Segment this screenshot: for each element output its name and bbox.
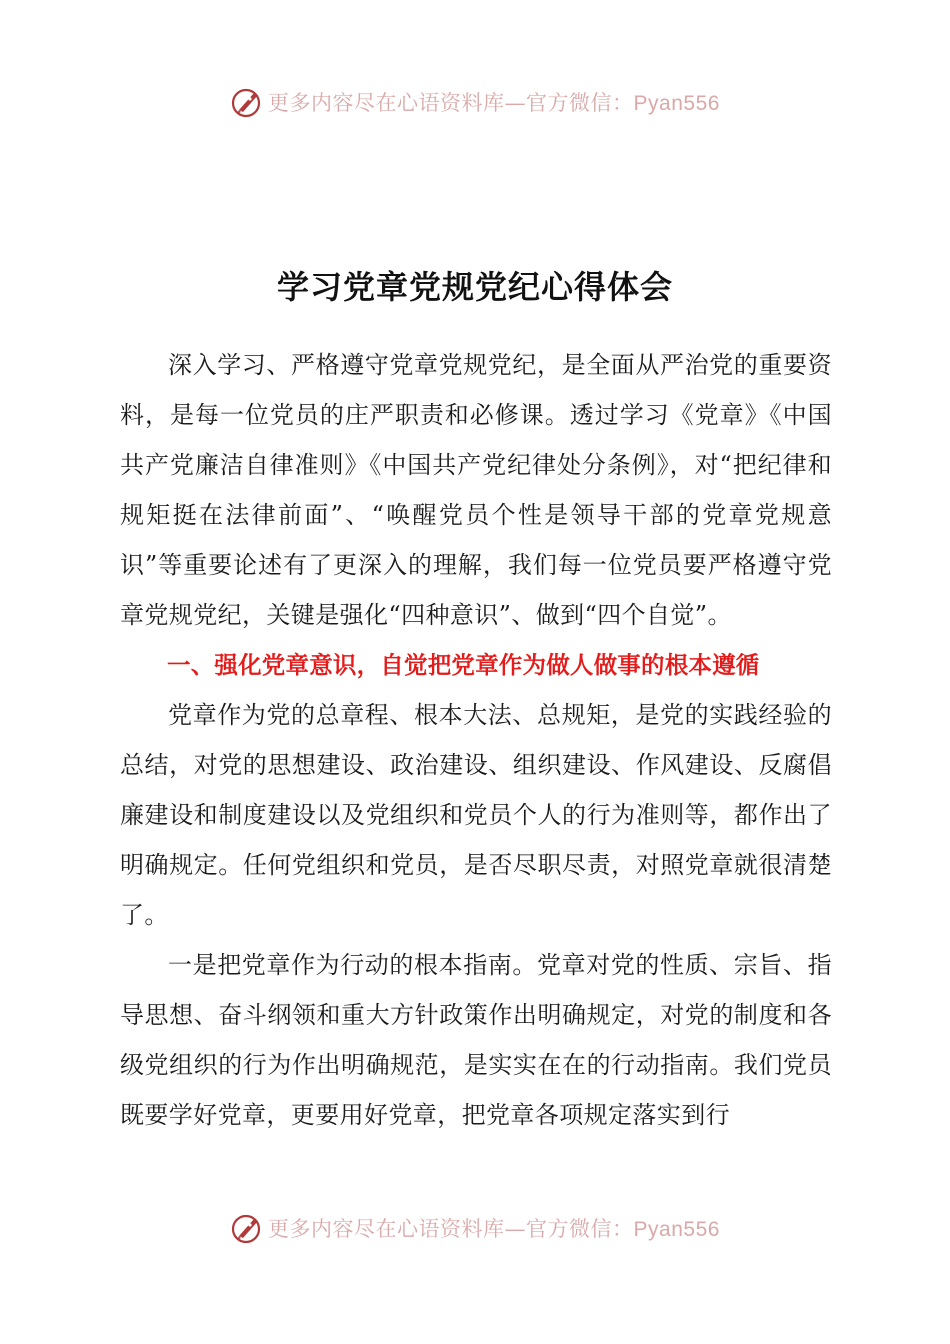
- watermark-text: [268, 1213, 720, 1243]
- body-paragraph: 党章作为党的总章程、根本大法、总规矩，是党的实践经验的总结，对党的思想建设、政治建设、组织建设、作风建设、反腐倡廉建设和制度建设以及党组织和党员个人的行为准则等，都作出了明确规定。任何党组织和党员，是否尽职尽责，对照党章就很清楚了。: [120, 701, 832, 929]
- watermark-label: 更多内容尽在心语资料库—官方微信：: [268, 1217, 634, 1241]
- section-heading: 一、强化党章意识，自觉把党章作为做人做事的根本遵循: [167, 651, 760, 679]
- pen-nib-logo-icon: [230, 1211, 264, 1245]
- body-paragraph: 一是把党章作为行动的根本指南。党章对党的性质、宗旨、指导思想、奋斗纲领和重大方针政策作出明确规定，对党的制度和各级党组织的行为作出明确规范，是实实在在的行动指南。我们党员既要学好党章，更要用好党章，把党章各项规定落实到行: [120, 951, 832, 1129]
- watermark-text: [268, 87, 720, 117]
- watermark-label: 更多内容尽在心语资料库—官方微信：: [268, 91, 634, 115]
- document-title: 学习党章党规党纪心得体会: [276, 268, 673, 306]
- watermark-banner-bottom: [0, 1206, 950, 1250]
- wechat-id: Pyan556: [633, 92, 720, 115]
- intro-paragraph: 深入学习、严格遵守党章党规党纪，是全面从严治党的重要资料，是每一位党员的庄严职责和必修课。透过学习《党章》《中国共产党廉洁自律准则》《中国共产党纪律处分条例》，对“把纪律和规矩挺在法律前面”、“唤醒党员个性是领导干部的党章党规意识”等重要论述有了更深入的理解，我们每一位党员要严格遵守党章党规党纪，关键是强化“四种意识”、做到“四个自觉”。: [120, 351, 832, 629]
- watermark-banner-top: [0, 80, 950, 124]
- pen-nib-logo-icon: [230, 85, 264, 119]
- wechat-id: Pyan556: [633, 1218, 720, 1241]
- document-body: [120, 340, 832, 1140]
